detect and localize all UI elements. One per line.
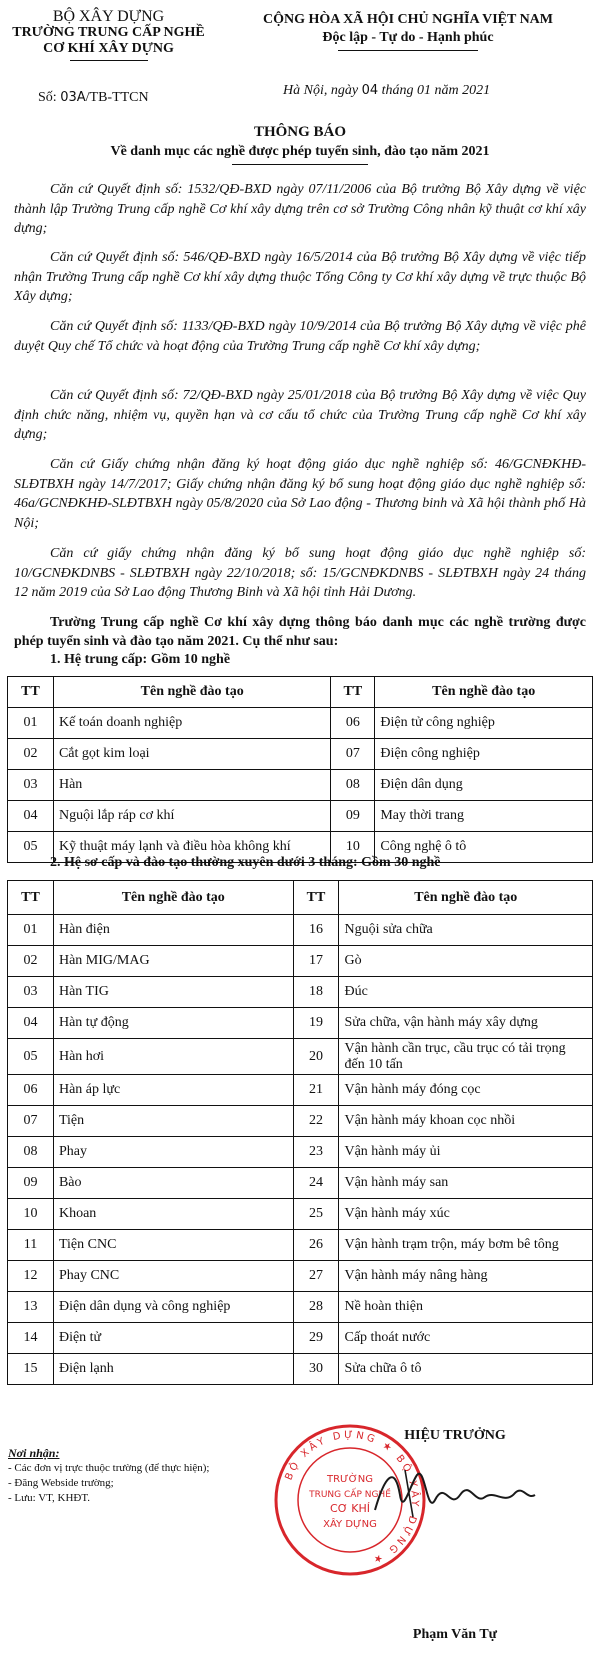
org-name-line2: CƠ KHÍ XÂY DỰNG: [43, 41, 174, 56]
row-number: 13: [8, 1292, 54, 1323]
section2-heading: 2. Hệ sơ cấp và đào tạo thường xuyên dưới 3 tháng: Gồm 30 nghề: [50, 855, 441, 870]
program-name: Phay: [53, 1137, 293, 1168]
row-number: 15: [8, 1354, 54, 1385]
program-name: Hàn điện: [53, 915, 293, 946]
recipient-item: - Các đơn vị trực thuộc trường (để thực hiện);: [8, 1462, 210, 1474]
program-name: Vận hành máy khoan cọc nhồi: [339, 1106, 593, 1137]
program-name: Vận hành máy ủi: [339, 1137, 593, 1168]
program-name: Điện tử: [53, 1323, 293, 1354]
table-header-row: [8, 677, 593, 708]
program-name: Vận hành trạm trộn, máy bơm bê tông: [339, 1230, 593, 1261]
citation-2: Căn cứ Quyết định số: 546/QĐ-BXD ngày 16/5/2014 của Bộ trưởng Bộ Xây dựng về việc tiếp nhận Trường Trung cấp nghề Cơ khí xây dựng thuộc Tổng Công ty Cơ khí xây dựng về trực thuộc Bộ Xây dựng;: [14, 250, 586, 304]
svg-text:TRƯỜNG: TRƯỜNG: [327, 1474, 373, 1485]
program-name: Vận hành máy san: [339, 1168, 593, 1199]
svg-text:XÂY DỰNG: XÂY DỰNG: [323, 1519, 377, 1530]
svg-text:TRUNG CẤP NGHỀ: TRUNG CẤP NGHỀ: [309, 1490, 391, 1500]
org-parent: BỘ XÂY DỰNG: [52, 8, 165, 25]
row-number: 09: [331, 801, 375, 832]
row-number: 19: [293, 1008, 339, 1039]
program-name: Điện lạnh: [53, 1354, 293, 1385]
table-row: [8, 1354, 593, 1385]
recipient-item: - Đăng Webside trường;: [8, 1477, 114, 1489]
row-number: 30: [293, 1354, 339, 1385]
program-name: Sửa chữa, vận hành máy xây dựng: [339, 1008, 593, 1039]
program-name: Hàn TIG: [53, 977, 293, 1008]
table-row: [8, 1137, 593, 1168]
table-row: [8, 770, 593, 801]
program-name: Hàn tự động: [53, 1008, 293, 1039]
table-row: [8, 1199, 593, 1230]
table-row: [8, 1292, 593, 1323]
nation-title: CỘNG HÒA XÃ HỘI CHỦ NGHĨA VIỆT NAM: [262, 12, 553, 27]
program-name: Phay CNC: [53, 1261, 293, 1292]
date-prefix: Hà Nội, ngày: [283, 83, 359, 98]
col-header-tt: TT: [331, 677, 375, 708]
recipients-lead: Nơi nhận:: [8, 1446, 60, 1460]
col-header-tt: TT: [293, 881, 339, 915]
col-header-name: Tên nghề đào tạo: [53, 677, 330, 708]
row-number: 25: [293, 1199, 339, 1230]
row-number: 02: [8, 739, 54, 770]
row-number: 26: [293, 1230, 339, 1261]
program-name: May thời trang: [375, 801, 593, 832]
program-name: Hàn hơi: [53, 1039, 293, 1075]
citation-4: Căn cứ Quyết định số: 72/QĐ-BXD ngày 25/01/2018 của Bộ trưởng Bộ Xây dựng về việc Quy định chức năng, nhiệm vụ, quyền hạn và cơ cấu tổ chức của Trường Trung cấp nghề Cơ khí xây dựng;: [14, 388, 586, 442]
program-name: Hàn MIG/MAG: [53, 946, 293, 977]
table-row: [8, 801, 593, 832]
table-row: [8, 1168, 593, 1199]
row-number: 10: [331, 832, 375, 863]
row-number: 16: [293, 915, 339, 946]
program-name: Nề hoàn thiện: [339, 1292, 593, 1323]
document-date: [283, 83, 490, 99]
row-number: 01: [8, 708, 54, 739]
row-number: 24: [293, 1168, 339, 1199]
table-row: [8, 1039, 593, 1075]
row-number: 09: [8, 1168, 54, 1199]
col-header-name: Tên nghề đào tạo: [375, 677, 593, 708]
doc-number-prefix: Số:: [38, 90, 57, 105]
citation-5: Căn cứ Giấy chứng nhận đăng ký hoạt động giáo dục nghề nghiệp số: 46/GCNĐKHĐ-SLĐTBXH ngày 14/7/2017; Giấy chứng nhận đăng ký bổ sung hoạt động giáo dục nghề nghiệp số: 46a/GCNĐKHĐ-SLĐTBXH ngày 05/8/2020 của Sở Lao động - Thương binh và Xã hội thành phố Hà Nội;: [14, 457, 586, 531]
row-number: 20: [293, 1039, 339, 1075]
program-name: Bào: [53, 1168, 293, 1199]
row-number: 07: [331, 739, 375, 770]
program-name: Vận hành cần trục, cầu trục có tải trọng đến 10 tấn: [339, 1039, 593, 1075]
program-name: Cấp thoát nước: [339, 1323, 593, 1354]
program-name: Công nghệ ô tô: [375, 832, 593, 863]
row-number: 04: [8, 1008, 54, 1039]
table-intermediate-programs: [7, 676, 593, 863]
org-name-line1: TRƯỜNG TRUNG CẤP NGHỀ: [12, 25, 205, 40]
row-number: 05: [8, 832, 54, 863]
row-number: 28: [293, 1292, 339, 1323]
document-title: THÔNG BÁO: [253, 124, 347, 140]
program-name: Điện dân dụng: [375, 770, 593, 801]
row-number: 07: [8, 1106, 54, 1137]
program-name: Điện dân dụng và công nghiệp: [53, 1292, 293, 1323]
table-row: [8, 977, 593, 1008]
program-name: Nguội lắp ráp cơ khí: [53, 801, 330, 832]
program-name: Tiện: [53, 1106, 293, 1137]
signer-name: Phạm Văn Tự: [412, 1627, 498, 1642]
table-short-programs: [7, 880, 593, 1385]
document-subtitle: Về danh mục các nghề được phép tuyển sinh, đào tạo năm 2021: [110, 144, 490, 159]
svg-text:CƠ KHÍ: CƠ KHÍ: [330, 1502, 370, 1515]
row-number: 12: [8, 1261, 54, 1292]
table-row: [8, 739, 593, 770]
table-row: [8, 1261, 593, 1292]
row-number: 06: [331, 708, 375, 739]
recipients-block: [8, 1446, 210, 1506]
document-number: [38, 90, 149, 106]
row-number: 01: [8, 915, 54, 946]
table-header-row: [8, 881, 593, 915]
program-name: Khoan: [53, 1199, 293, 1230]
row-number: 11: [8, 1230, 54, 1261]
row-number: 18: [293, 977, 339, 1008]
row-number: 29: [293, 1323, 339, 1354]
program-name: Điện tử công nghiệp: [375, 708, 593, 739]
citation-6: Căn cứ giấy chứng nhận đăng ký bổ sung hoạt động giáo dục nghề nghiệp số: 10/GCNĐKDNBS - SLĐTBXH ngày 22/10/2018; số: 15/GCNĐKDNBS - SLĐTBXH ngày 24 tháng 12 năm 2019 của Sở Lao động Thương Binh và Xã hội tỉnh Hải Dương.: [14, 546, 586, 600]
row-number: 22: [293, 1106, 339, 1137]
row-number: 05: [8, 1039, 54, 1075]
program-name: Nguội sửa chữa: [339, 915, 593, 946]
col-header-tt: TT: [8, 677, 54, 708]
row-number: 03: [8, 770, 54, 801]
program-name: Vận hành máy đóng cọc: [339, 1075, 593, 1106]
program-name: Đúc: [339, 977, 593, 1008]
row-number: 10: [8, 1199, 54, 1230]
section1-heading: 1. Hệ trung cấp: Gồm 10 nghề: [50, 652, 231, 667]
program-name: Sửa chữa ô tô: [339, 1354, 593, 1385]
program-name: Vận hành máy nâng hàng: [339, 1261, 593, 1292]
date-suffix: tháng 01 năm 2021: [381, 83, 491, 98]
nation-motto: Độc lập - Tự do - Hạnh phúc: [322, 30, 494, 45]
row-number: 06: [8, 1075, 54, 1106]
intro-paragraph: Trường Trung cấp nghề Cơ khí xây dựng thông báo danh mục các nghề trường được phép tuyển sinh và đào tạo năm 2021. Cụ thể như sau:: [14, 615, 586, 649]
col-header-name: Tên nghề đào tạo: [53, 881, 293, 915]
svg-text:BỘ XÂY DỰNG ★ BỘ XÂY DỰNG ★: BỘ XÂY DỰNG ★ BỘ XÂY DỰNG ★: [283, 1429, 421, 1567]
table-row: [8, 1075, 593, 1106]
row-number: 27: [293, 1261, 339, 1292]
program-name: Hàn: [53, 770, 330, 801]
row-number: 17: [293, 946, 339, 977]
row-number: 04: [8, 801, 54, 832]
row-number: 23: [293, 1137, 339, 1168]
table-row: [8, 946, 593, 977]
table-row: [8, 1008, 593, 1039]
citation-1: Căn cứ Quyết định số: 1532/QĐ-BXD ngày 07/11/2006 của Bộ trưởng Bộ Xây dựng về việc thành lập Trường Trung cấp nghề Cơ khí xây dựng trên cơ sở Trường Công nhân kỹ thuật cơ khí xây dựng;: [14, 182, 586, 236]
date-day: 04: [361, 83, 379, 98]
document-header: [0, 8, 600, 123]
table-row: [8, 1106, 593, 1137]
program-name: Kế toán doanh nghiệp: [53, 708, 330, 739]
row-number: 21: [293, 1075, 339, 1106]
table-row: [8, 915, 593, 946]
row-number: 14: [8, 1323, 54, 1354]
doc-number-suffix: /TB-TTCN: [85, 90, 149, 105]
program-name: Tiện CNC: [53, 1230, 293, 1261]
row-number: 08: [331, 770, 375, 801]
program-name: Cắt gọt kim loại: [53, 739, 330, 770]
citation-3: Căn cứ Quyết định số: 1133/QĐ-BXD ngày 10/9/2014 của Bộ trưởng Bộ Xây dựng về việc phê duyệt Quy chế Tổ chức và hoạt động của Trường Trung cấp nghề Cơ khí xây dựng;: [14, 319, 586, 354]
program-name: Kỹ thuật máy lạnh và điều hòa không khí: [53, 832, 330, 863]
row-number: 08: [8, 1137, 54, 1168]
table-row: [8, 1323, 593, 1354]
program-name: Hàn áp lực: [53, 1075, 293, 1106]
col-header-name: Tên nghề đào tạo: [339, 881, 593, 915]
org-underline: [70, 60, 148, 61]
program-name: Điện công nghiệp: [375, 739, 593, 770]
signature-title: HIỆU TRƯỞNG: [404, 1428, 506, 1443]
row-number: 03: [8, 977, 54, 1008]
doc-number-handwritten: 03A: [60, 90, 86, 105]
recipient-item: - Lưu: VT, KHĐT.: [8, 1492, 91, 1504]
col-header-tt: TT: [8, 881, 54, 915]
motto-underline: [338, 50, 478, 51]
program-name: Gò: [339, 946, 593, 977]
table-row: [8, 1230, 593, 1261]
row-number: 02: [8, 946, 54, 977]
subtitle-underline: [232, 164, 368, 165]
handwritten-signature: [355, 1455, 545, 1525]
program-name: Vận hành máy xúc: [339, 1199, 593, 1230]
table-row: [8, 708, 593, 739]
